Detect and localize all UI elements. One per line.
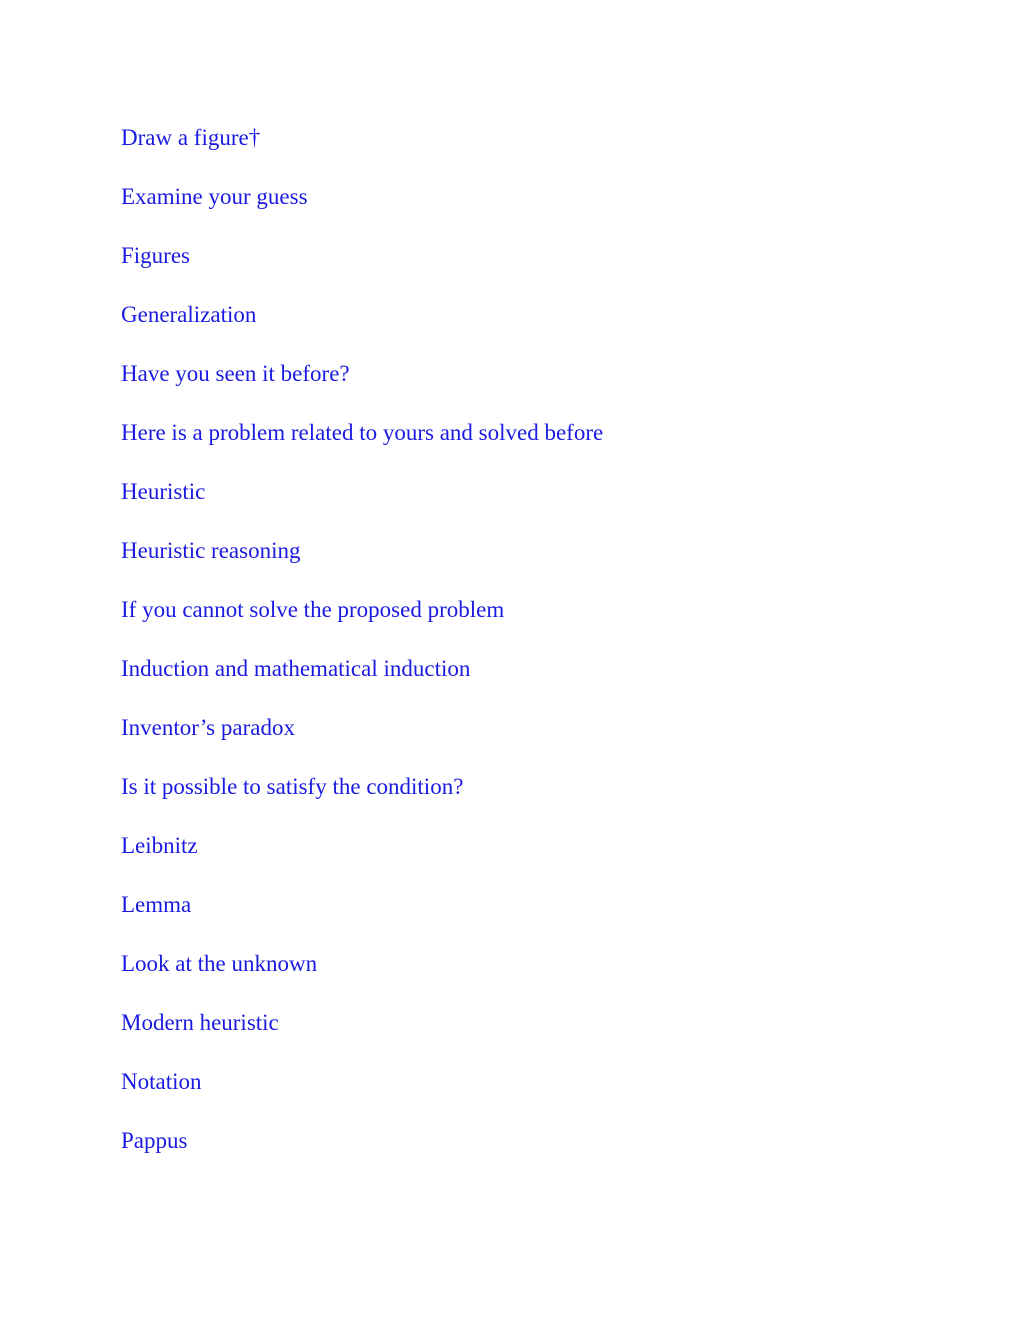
contents-link-generalization[interactable]: Generalization [121,302,257,327]
list-item [121,771,603,830]
list-item [121,1066,603,1125]
contents-link-induction[interactable]: Induction and mathematical induction [121,656,471,681]
contents-link-modern-heuristic[interactable]: Modern heuristic [121,1010,279,1035]
list-item [121,1007,603,1066]
contents-link-have-you-seen-it-before[interactable]: Have you seen it before? [121,361,350,386]
list-item [121,476,603,535]
list-item [121,181,603,240]
list-item [121,889,603,948]
list-item [121,1125,603,1184]
list-item [121,948,603,1007]
contents-link-satisfy-the-condition[interactable]: Is it possible to satisfy the condition? [121,774,464,799]
contents-link-notation[interactable]: Notation [121,1069,202,1094]
list-item [121,830,603,889]
contents-link-figures[interactable]: Figures [121,243,190,268]
list-item [121,594,603,653]
contents-link-lemma[interactable]: Lemma [121,892,192,917]
contents-link-if-you-cannot-solve[interactable]: If you cannot solve the proposed problem [121,597,505,622]
contents-link-list [121,122,603,1184]
list-item [121,653,603,712]
list-item [121,417,603,476]
contents-link-examine-your-guess[interactable]: Examine your guess [121,184,308,209]
list-item [121,240,603,299]
contents-link-heuristic-reasoning[interactable]: Heuristic reasoning [121,538,301,563]
contents-link-related-problem-solved-before[interactable]: Here is a problem related to yours and solved before [121,420,604,445]
list-item [121,299,603,358]
contents-link-look-at-the-unknown[interactable]: Look at the unknown [121,951,318,976]
contents-link-leibnitz[interactable]: Leibnitz [121,833,198,858]
contents-link-inventors-paradox[interactable]: Inventor’s paradox [121,715,295,740]
contents-link-pappus[interactable]: Pappus [121,1128,188,1153]
contents-link-draw-a-figure[interactable]: Draw a figure† [121,125,261,150]
list-item [121,712,603,771]
contents-link-heuristic[interactable]: Heuristic [121,479,206,504]
list-item [121,535,603,594]
list-item [121,358,603,417]
list-item [121,122,603,181]
